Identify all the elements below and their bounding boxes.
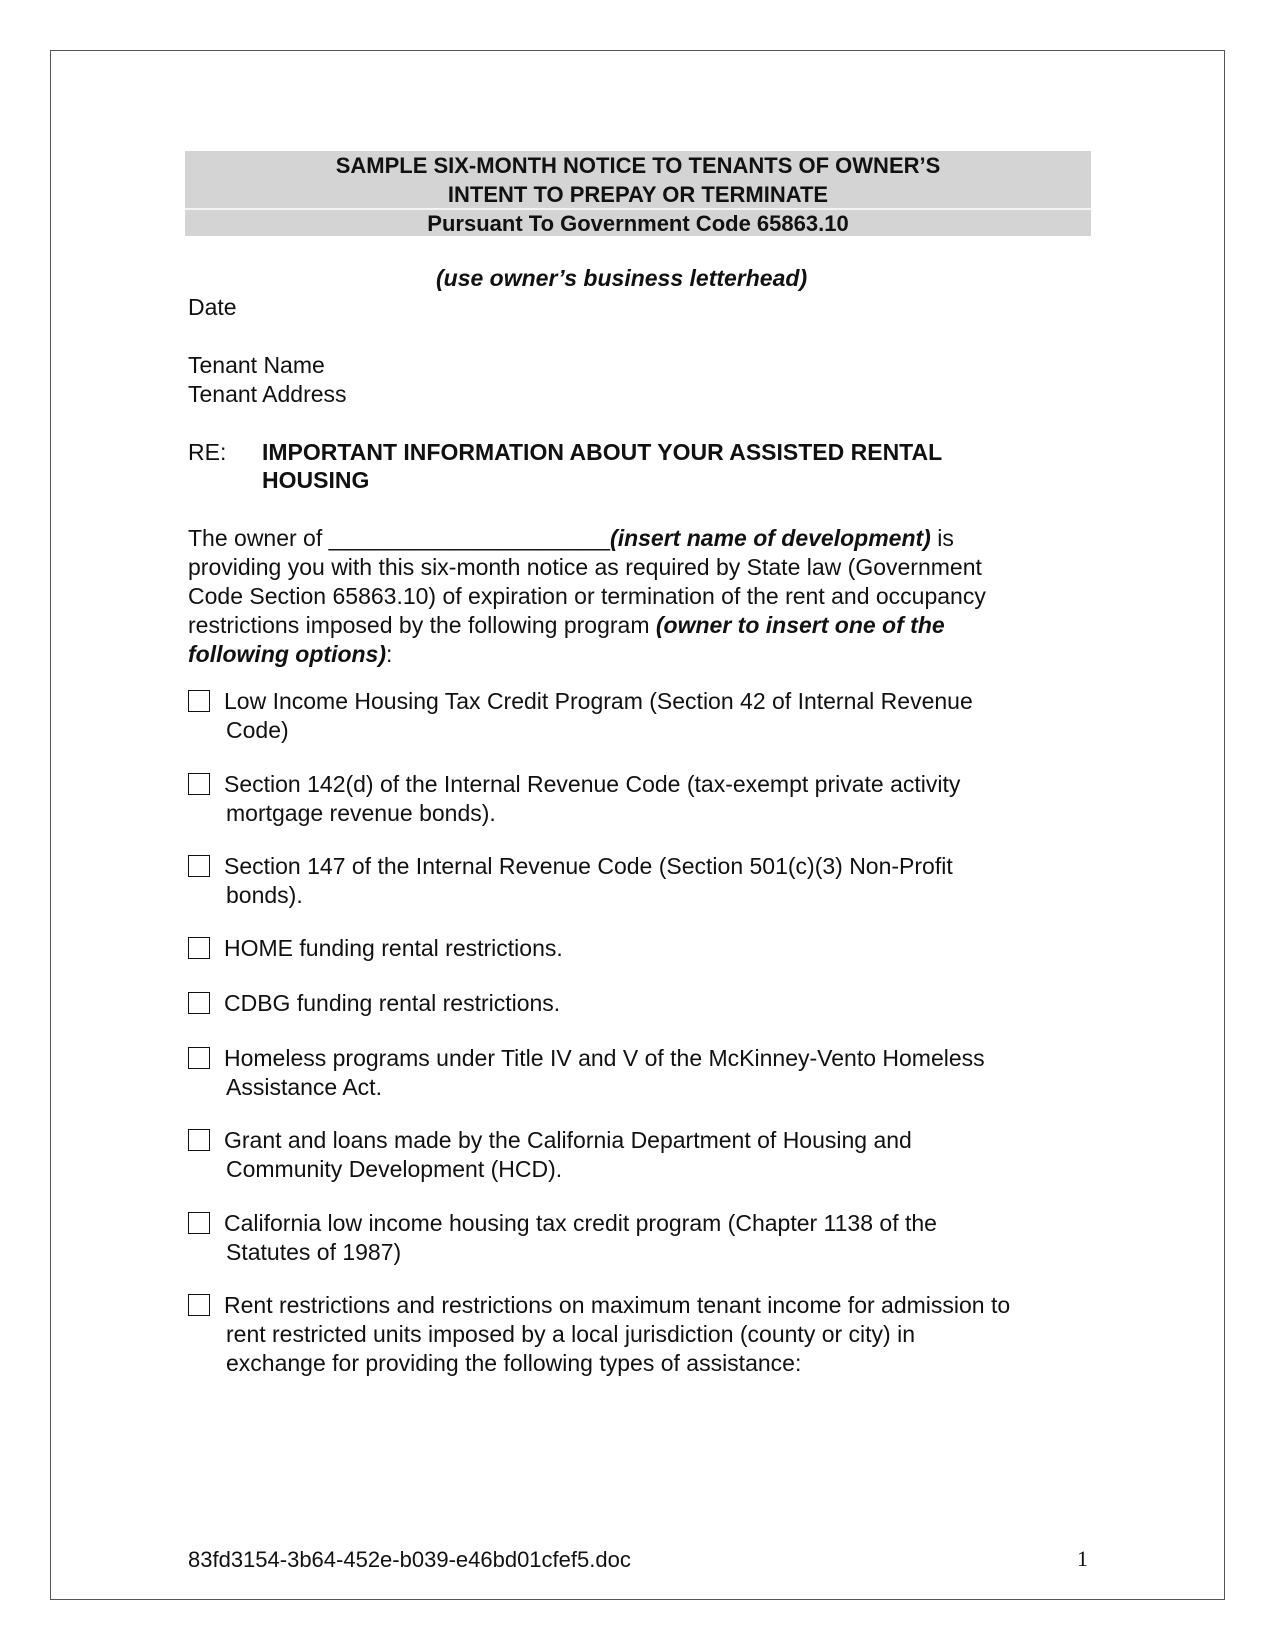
title-line-3: Pursuant To Government Code 65863.10 bbox=[427, 211, 849, 236]
option-line: Homeless programs under Title IV and V of the McKinney-Vento Homeless bbox=[224, 1045, 985, 1071]
paragraph-line-1 bbox=[188, 524, 1068, 553]
option-checkbox[interactable] bbox=[188, 690, 210, 712]
title-line-2: INTENT TO PREPAY OR TERMINATE bbox=[447, 182, 829, 207]
option-text bbox=[224, 852, 953, 910]
title-divider bbox=[185, 208, 1091, 210]
paragraph-colon: : bbox=[386, 641, 393, 667]
owner-instruction-cont: following options) bbox=[188, 641, 387, 667]
notice-title-block bbox=[185, 151, 1091, 236]
insert-development-name: (insert name of development) bbox=[610, 525, 931, 551]
option-line: Code) bbox=[226, 717, 289, 743]
option-line: Statutes of 1987) bbox=[226, 1239, 402, 1265]
option-line: CDBG funding rental restrictions. bbox=[224, 990, 561, 1016]
paragraph-line-4 bbox=[188, 611, 1068, 640]
notice-paragraph bbox=[188, 524, 1068, 669]
option-line: Community Development (HCD). bbox=[226, 1156, 563, 1182]
re-label: RE: bbox=[188, 439, 227, 465]
re-subject-line-2: HOUSING bbox=[262, 467, 370, 493]
option-checkbox[interactable] bbox=[188, 773, 210, 795]
option-checkbox[interactable] bbox=[188, 937, 210, 959]
option-line: mortgage revenue bonds). bbox=[226, 800, 496, 826]
option-checkbox[interactable] bbox=[188, 1212, 210, 1234]
option-line: California low income housing tax credit program (Chapter 1138 of the bbox=[224, 1210, 937, 1236]
option-text bbox=[224, 687, 973, 745]
paragraph-line-2: providing you with this six-month notice as required by State law (Government bbox=[188, 554, 982, 580]
paragraph-line-4-start: restrictions imposed by the following program bbox=[188, 612, 656, 638]
paragraph-line-1-end: is bbox=[930, 525, 954, 551]
page-number: 1 bbox=[1077, 1546, 1088, 1571]
option-checkbox[interactable] bbox=[188, 855, 210, 877]
re-subject-line-1: IMPORTANT INFORMATION ABOUT YOUR ASSISTED RENTAL bbox=[262, 439, 943, 465]
option-text bbox=[224, 770, 960, 828]
paragraph-line-5 bbox=[188, 640, 1068, 669]
owner-instruction: (owner to insert one of the bbox=[655, 612, 945, 638]
letterhead-note: (use owner’s business letterhead) bbox=[436, 265, 808, 291]
option-text bbox=[224, 1209, 937, 1267]
option-checkbox[interactable] bbox=[188, 1129, 210, 1151]
option-line: Low Income Housing Tax Credit Program (Section 42 of Internal Revenue bbox=[224, 688, 973, 714]
option-line: bonds). bbox=[226, 882, 303, 908]
document-filename: 83fd3154-3b64-452e-b039-e46bd01cfef5.doc bbox=[188, 1547, 631, 1572]
tenant-address: Tenant Address bbox=[188, 381, 347, 407]
option-line: exchange for providing the following types of assistance: bbox=[226, 1350, 802, 1376]
date-label: Date bbox=[188, 294, 237, 320]
option-line: Grant and loans made by the California Department of Housing and bbox=[224, 1127, 912, 1153]
option-text bbox=[224, 1291, 1010, 1378]
option-text bbox=[224, 934, 563, 963]
option-text bbox=[224, 1044, 985, 1102]
title-line-1: SAMPLE SIX-MONTH NOTICE TO TENANTS OF OWNER’S bbox=[335, 153, 941, 178]
option-line: Section 142(d) of the Internal Revenue Code (tax-exempt private activity bbox=[224, 771, 961, 797]
option-text bbox=[224, 1126, 912, 1184]
option-line: Section 147 of the Internal Revenue Code (Section 501(c)(3) Non-Profit bbox=[224, 853, 953, 879]
option-line: Assistance Act. bbox=[226, 1074, 382, 1100]
paragraph-line-3: Code Section 65863.10) of expiration or termination of the rent and occupancy bbox=[188, 583, 986, 609]
owner-of-blank: The owner of ______________________ bbox=[188, 525, 611, 551]
option-text bbox=[224, 989, 560, 1018]
option-line: HOME funding rental restrictions. bbox=[224, 935, 563, 961]
option-checkbox[interactable] bbox=[188, 1294, 210, 1316]
option-checkbox[interactable] bbox=[188, 992, 210, 1014]
option-line: Rent restrictions and restrictions on maximum tenant income for admission to bbox=[224, 1292, 1011, 1318]
option-checkbox[interactable] bbox=[188, 1047, 210, 1069]
tenant-name: Tenant Name bbox=[188, 352, 325, 378]
option-line: rent restricted units imposed by a local jurisdiction (county or city) in bbox=[226, 1321, 916, 1347]
